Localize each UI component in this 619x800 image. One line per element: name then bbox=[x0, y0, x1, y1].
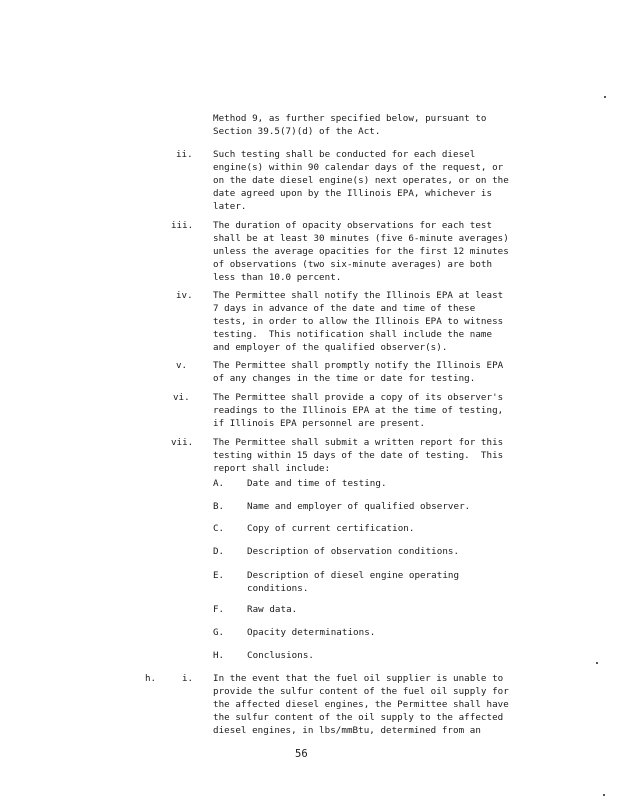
sub-item-line: Conclusions. bbox=[247, 650, 314, 661]
item-line: and employer of the qualified observer(s). bbox=[213, 342, 448, 353]
item-line: Such testing shall be conducted for each diesel bbox=[213, 149, 476, 160]
item-line: less than 10.0 percent. bbox=[213, 272, 342, 283]
item-line: testing within 15 days of the date of testing. This bbox=[213, 450, 504, 461]
item-line: engine(s) within 90 calendar days of the request, or bbox=[213, 162, 504, 173]
sub-item-letter: G. bbox=[213, 627, 225, 638]
item-line: of observations (two six-minute averages) are both bbox=[213, 259, 493, 270]
sub-item-line: Description of observation conditions. bbox=[247, 546, 460, 557]
sub-item-line: Raw data. bbox=[247, 604, 298, 615]
item-line: date agreed upon by the Illinois EPA, whichever is bbox=[213, 188, 493, 199]
sub-item-line: Opacity determinations. bbox=[247, 627, 376, 638]
item-line: shall be at least 30 minutes (five 6-minute averages) bbox=[213, 233, 509, 244]
sub-item-letter: H. bbox=[213, 650, 225, 661]
page-number: 56 bbox=[295, 748, 308, 760]
sub-item-line: Description of diesel engine operating bbox=[247, 570, 460, 581]
item-line: The Permittee shall promptly notify the Illinois EPA bbox=[213, 360, 504, 371]
sub-item-letter: F. bbox=[213, 604, 225, 615]
sub-item-letter: E. bbox=[213, 570, 225, 581]
item-line: unless the average opacities for the first 12 minutes bbox=[213, 246, 509, 257]
intro-line: Section 39.5(7)(d) of the Act. bbox=[213, 126, 381, 137]
item-line: readings to the Illinois EPA at the time of testing, bbox=[213, 405, 504, 416]
scan-speck bbox=[604, 96, 606, 98]
item-line: The Permittee shall submit a written report for this bbox=[213, 437, 504, 448]
scan-speck bbox=[596, 662, 598, 664]
item-numeral: iii. bbox=[171, 220, 194, 231]
item-line: on the date diesel engine(s) next operates, or on the bbox=[213, 175, 509, 186]
item-line: The duration of opacity observations for each test bbox=[213, 220, 493, 231]
section-numeral: i. bbox=[182, 673, 194, 684]
item-numeral: vii. bbox=[171, 437, 194, 448]
section-line: diesel engines, in lbs/mmBtu, determined from an bbox=[213, 725, 481, 736]
item-numeral: iv. bbox=[176, 290, 193, 301]
section-line: In the event that the fuel oil supplier is unable to bbox=[213, 673, 504, 684]
item-line: 7 days in advance of the date and time of these bbox=[213, 303, 476, 314]
item-numeral: ii. bbox=[176, 149, 193, 160]
item-numeral: v. bbox=[176, 360, 188, 371]
section-line: provide the sulfur content of the fuel oil supply for bbox=[213, 686, 509, 697]
sub-item-line: Copy of current certification. bbox=[247, 523, 415, 534]
item-line: of any changes in the time or date for testing. bbox=[213, 373, 476, 384]
scan-speck bbox=[603, 794, 605, 796]
item-line: The Permittee shall notify the Illinois EPA at least bbox=[213, 290, 504, 301]
item-line: later. bbox=[213, 201, 247, 212]
sub-item-line: Name and employer of qualified observer. bbox=[247, 501, 471, 512]
sub-item-line: Date and time of testing. bbox=[247, 478, 387, 489]
item-line: if Illinois EPA personnel are present. bbox=[213, 418, 426, 429]
item-numeral: vi. bbox=[173, 392, 190, 403]
item-line: tests, in order to allow the Illinois EPA to witness bbox=[213, 316, 504, 327]
item-line: report shall include: bbox=[213, 463, 331, 474]
sub-item-letter: A. bbox=[213, 478, 225, 489]
sub-item-letter: B. bbox=[213, 501, 225, 512]
item-line: The Permittee shall provide a copy of its observer's bbox=[213, 392, 504, 403]
sub-item-letter: C. bbox=[213, 523, 225, 534]
sub-item-line: conditions. bbox=[247, 583, 309, 594]
intro-line: Method 9, as further specified below, pursuant to bbox=[213, 113, 487, 124]
section-line: the sulfur content of the oil supply to the affected bbox=[213, 712, 504, 723]
section-line: the affected diesel engines, the Permittee shall have bbox=[213, 699, 509, 710]
section-letter: h. bbox=[145, 673, 157, 684]
item-line: testing. This notification shall include the name bbox=[213, 329, 493, 340]
sub-item-letter: D. bbox=[213, 546, 225, 557]
